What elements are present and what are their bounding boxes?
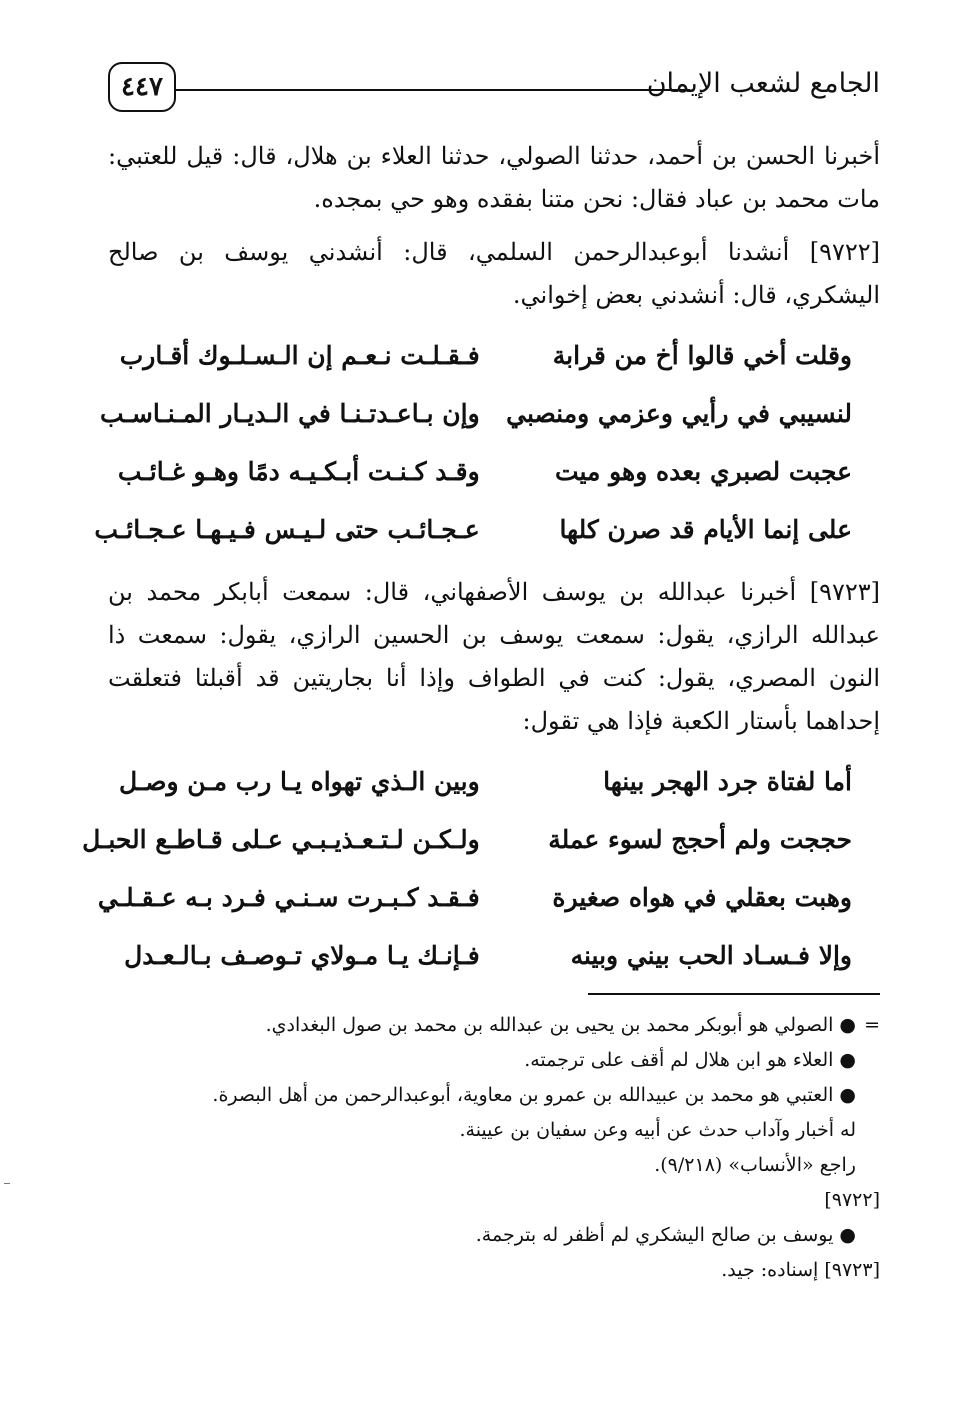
footnote-text: راجع «الأنساب» (٩/٢١٨).: [654, 1154, 856, 1176]
verse-second-hemistich: وقـد كـنـت أبـكـيـه دمًا وهـو غـائـب: [117, 457, 480, 486]
verse-second-hemistich: فـقـلـت نـعـم إن الـسـلـوك أقـارب: [119, 341, 480, 370]
verse-first-hemistich: لنسيبي في رأيي وعزمي ومنصبي: [506, 399, 852, 428]
verse: [124, 927, 852, 985]
page-header: [108, 62, 880, 118]
footnote-text: [٩٧٢٣] إسناده: جيد.: [721, 1259, 880, 1281]
verse-second-hemistich: ولـكـن لـتـعـذيـبـي عـلى قـاطـع الحبـل: [82, 825, 480, 854]
main-text: [82, 135, 880, 997]
footnote: [160, 1043, 880, 1078]
book-title: الجامع لشعب الإيمان: [646, 68, 880, 99]
paragraph-3: [٩٧٢٣] أخبرنا عبدالله بن يوسف الأصفهاني، قال: سمعت أبابكر محمد بن عبدالله الرازي، يقول: سمعت يوسف بن الحسين الرازي، يقول: سمعت ذا النون المصري، يقول: كنت في الطواف وإذا أنا بجاريتين قد أقبلتا فتعلقت إحداهما بأستار الكعبة فإذا هي تقول:: [108, 578, 880, 735]
footnote-text: العتبي هو محمد بن عبيدالله بن عمرو بن معاوية، أبوعبدالرحمن من أهل البصرة.: [212, 1084, 834, 1106]
verse: [117, 443, 852, 501]
verse-second-hemistich: وبين الـذي تهواه يـا رب مـن وصـل: [119, 767, 480, 796]
footnote-text: العلاء هو ابن هلال لم أقف على ترجمته.: [524, 1049, 834, 1071]
paragraph-1: أخبرنا الحسن بن أحمد، حدثنا الصولي، حدثنا العلاء بن هلال، قال: قيل للعتبي: مات محمد بن عباد فقال: نحن متنا بفقده وهو حي بمجده.: [108, 142, 880, 213]
verse-first-hemistich: عجبت لصبري بعده وهو ميت: [554, 457, 852, 486]
verse: [82, 811, 852, 869]
bullet-icon: ●: [839, 1014, 856, 1036]
footnotes: [160, 1008, 880, 1288]
page-number: ٤٤٧: [108, 62, 176, 112]
footnote: [160, 1078, 880, 1113]
bullet-icon: ●: [839, 1049, 856, 1071]
footnote: [160, 1253, 880, 1288]
verse-first-hemistich: على إنما الأيام قد صرن كلها: [559, 515, 852, 544]
poem-2: [82, 753, 880, 985]
poem-1: [94, 327, 880, 559]
footnote-text: يوسف بن صالح اليشكري لم أظفر له بترجمة.: [475, 1224, 834, 1246]
footnote-text: له أخبار وآداب حدث عن أبيه وعن سفيان بن عيينة.: [459, 1119, 856, 1141]
header-rule: [176, 89, 690, 91]
verse: [119, 753, 852, 811]
verse: [119, 327, 852, 385]
footnote-separator: [588, 993, 880, 995]
verse: [94, 501, 852, 559]
footnote-reference: [160, 1148, 880, 1183]
verse-second-hemistich: فـقـد كـبـرت سـنـي فـرد بـه عـقـلـي: [97, 883, 480, 912]
verse: [100, 385, 852, 443]
continuation-mark: =: [864, 1014, 880, 1036]
verse-first-hemistich: وهبت بعقلي في هواه صغيرة: [552, 883, 852, 912]
bullet-icon: ●: [839, 1084, 856, 1106]
verse-first-hemistich: وقلت أخي قالوا أخ من قرابة: [552, 341, 852, 370]
paragraph-2: [٩٧٢٢] أنشدنا أبوعبدالرحمن السلمي، قال: أنشدني يوسف بن صالح اليشكري، قال: أنشدني بعض إخواني.: [108, 238, 880, 309]
verse-second-hemistich: وإن بـاعـدتـنـا في الـديـار المـنـاسـب: [100, 399, 480, 428]
verse-second-hemistich: عـجـائـب حتى لـيـس فـيـهـا عـجـائـب: [94, 515, 480, 544]
footnote-number: [160, 1183, 880, 1218]
footnote-continuation: [160, 1113, 880, 1148]
note-ref: [٩٧٢٢]: [824, 1189, 880, 1211]
footnote: [160, 1218, 880, 1253]
verse: [97, 869, 852, 927]
verse-first-hemistich: وإلا فـسـاد الحب بيني وبينه: [570, 941, 852, 970]
verse-first-hemistich: حججت ولم أحجج لسوء عملة: [548, 825, 852, 854]
scan-mark: [4, 1183, 10, 1184]
footnote-text: الصولي هو أبوبكر محمد بن يحيى بن عبدالله بن محمد بن صول البغدادي.: [265, 1014, 834, 1036]
footnote: [160, 1008, 880, 1043]
verse-second-hemistich: فـإنـك يـا مـولاي تـوصـف بـالـعـدل: [124, 941, 480, 970]
verse-first-hemistich: أما لفتاة جرد الهجر بينها: [603, 767, 852, 796]
bullet-icon: ●: [839, 1224, 856, 1246]
